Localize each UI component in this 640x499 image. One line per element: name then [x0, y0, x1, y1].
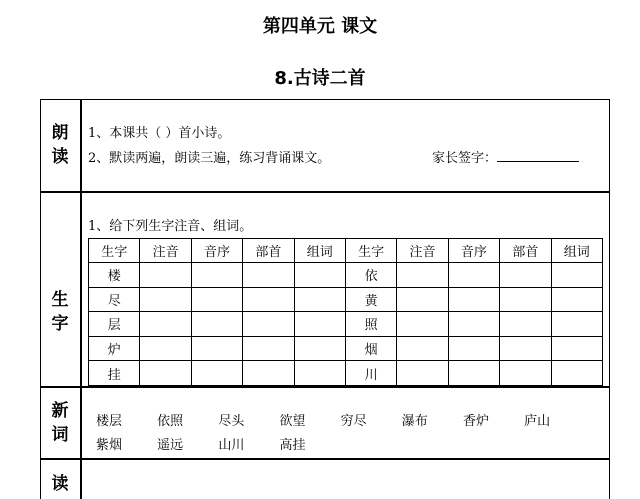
answer-cell[interactable] [397, 361, 448, 386]
answer-cell[interactable] [294, 287, 345, 312]
answer-cell[interactable] [191, 336, 242, 361]
section-divider-reading [40, 191, 610, 193]
character-cell: 炉 [89, 336, 140, 361]
section-divider-words [40, 458, 610, 460]
header-cell: 音序 [191, 239, 242, 263]
answer-cell[interactable] [397, 287, 448, 312]
answer-cell[interactable] [397, 312, 448, 337]
table-row [89, 287, 603, 312]
section-label-new-words [40, 399, 80, 447]
section-label-next [40, 472, 80, 496]
label-char: 读 [51, 474, 69, 494]
header-cell: 组词 [294, 239, 345, 263]
answer-cell[interactable] [140, 263, 191, 288]
answer-cell[interactable] [397, 263, 448, 288]
answer-cell[interactable] [191, 287, 242, 312]
answer-cell[interactable] [243, 336, 294, 361]
answer-cell[interactable] [191, 263, 242, 288]
reading-line-1: 1、本课共（ ）首小诗。 [88, 126, 231, 141]
characters-instruction: 1、给下列生字注音、组词。 [88, 219, 253, 234]
table-row [89, 336, 603, 361]
answer-cell[interactable] [243, 361, 294, 386]
header-cell: 生字 [89, 239, 140, 263]
new-words-row-1 [96, 410, 581, 429]
header-cell: 音序 [448, 239, 499, 263]
answer-cell[interactable] [448, 287, 499, 312]
word-item: 紫烟 [96, 438, 123, 453]
character-cell: 烟 [345, 336, 396, 361]
answer-cell[interactable] [140, 287, 191, 312]
header-cell: 组词 [551, 239, 602, 263]
answer-cell[interactable] [243, 263, 294, 288]
header-cell: 注音 [397, 239, 448, 263]
header-cell: 部首 [500, 239, 551, 263]
reading-line-2: 2、默读两遍，朗读三遍，练习背诵课文。 [88, 151, 331, 166]
answer-cell[interactable] [243, 312, 294, 337]
answer-cell[interactable] [140, 336, 191, 361]
answer-cell[interactable] [448, 263, 499, 288]
parent-signature [432, 147, 579, 166]
table-row [89, 263, 603, 288]
answer-cell[interactable] [191, 361, 242, 386]
character-cell: 川 [345, 361, 396, 386]
character-table [88, 238, 603, 386]
answer-cell[interactable] [551, 361, 602, 386]
word-item: 尽头 [218, 414, 245, 429]
word-item: 依照 [157, 414, 184, 429]
section-label-reading [40, 121, 80, 169]
table-row [89, 361, 603, 386]
answer-cell[interactable] [500, 263, 551, 288]
section-divider-characters [40, 386, 610, 388]
label-char: 朗 [51, 123, 69, 143]
character-cell: 尽 [89, 287, 140, 312]
answer-cell[interactable] [551, 312, 602, 337]
label-char: 生 [51, 290, 69, 310]
answer-cell[interactable] [294, 312, 345, 337]
character-cell: 黄 [345, 287, 396, 312]
header-cell: 部首 [243, 239, 294, 263]
answer-cell[interactable] [500, 312, 551, 337]
word-item: 楼层 [96, 414, 123, 429]
unit-title: 第四单元 课文 [262, 16, 378, 37]
answer-cell[interactable] [243, 287, 294, 312]
table-header-row [89, 239, 603, 263]
word-item: 高挂 [279, 438, 306, 453]
character-cell: 层 [89, 312, 140, 337]
label-char: 新 [51, 401, 69, 421]
answer-cell[interactable] [448, 336, 499, 361]
answer-cell[interactable] [551, 287, 602, 312]
word-item: 香炉 [462, 414, 489, 429]
answer-cell[interactable] [551, 263, 602, 288]
answer-cell[interactable] [294, 263, 345, 288]
answer-cell[interactable] [294, 336, 345, 361]
label-char: 字 [51, 314, 69, 334]
word-item: 山川 [218, 438, 245, 453]
answer-cell[interactable] [500, 361, 551, 386]
answer-cell[interactable] [191, 312, 242, 337]
word-item: 遥远 [157, 438, 184, 453]
parent-signature-label: 家长签字： [432, 151, 498, 166]
answer-cell[interactable] [500, 336, 551, 361]
answer-cell[interactable] [551, 336, 602, 361]
answer-cell[interactable] [140, 312, 191, 337]
answer-cell[interactable] [397, 336, 448, 361]
character-cell: 照 [345, 312, 396, 337]
section-label-characters [40, 288, 80, 336]
word-item: 穷尽 [340, 414, 367, 429]
label-column-divider [80, 99, 82, 499]
answer-cell[interactable] [448, 312, 499, 337]
header-cell: 生字 [345, 239, 396, 263]
label-char: 读 [51, 147, 69, 167]
answer-cell[interactable] [140, 361, 191, 386]
new-words-row-2 [96, 434, 336, 453]
word-item: 庐山 [524, 414, 551, 429]
label-char: 词 [51, 425, 69, 445]
answer-cell[interactable] [448, 361, 499, 386]
answer-cell[interactable] [500, 287, 551, 312]
signature-blank[interactable] [497, 149, 579, 162]
word-item: 欲望 [279, 414, 306, 429]
answer-cell[interactable] [294, 361, 345, 386]
character-cell: 依 [345, 263, 396, 288]
character-cell: 楼 [89, 263, 140, 288]
word-item: 瀑布 [401, 414, 428, 429]
table-row [89, 312, 603, 337]
header-cell: 注音 [140, 239, 191, 263]
character-cell: 挂 [89, 361, 140, 386]
lesson-title: 8.古诗二首 [274, 68, 366, 89]
